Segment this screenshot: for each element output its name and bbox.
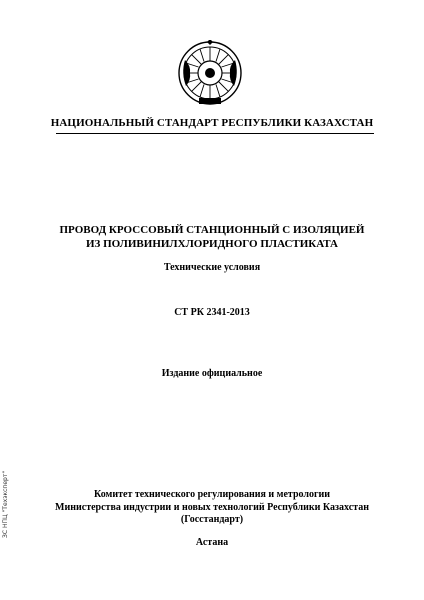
side-watermark: ЗС НПЦ "Техэксперт" (2, 470, 9, 538)
edition-label: Издание официальное (161, 368, 263, 379)
committee-line: Министерства индустрии и новых технологий Республики Казахстан (55, 501, 369, 513)
committee-block (0, 489, 424, 527)
document-title (0, 223, 424, 251)
document-subtitle: Технические условия (163, 262, 261, 273)
header-divider (56, 133, 374, 134)
committee-line: Комитет технического регулирования и метрологии (93, 489, 331, 500)
standard-code: СТ РК 2341-2013 (174, 307, 250, 318)
committee-line: (Госстандарт) (180, 514, 244, 525)
kazakhstan-state-emblem-icon (177, 40, 243, 106)
national-standard-heading: НАЦИОНАЛЬНЫЙ СТАНДАРТ РЕСПУБЛИКИ КАЗАХСТАН (50, 117, 374, 129)
city-label: Астана (195, 537, 229, 548)
document-title-line: ПРОВОД КРОССОВЫЙ СТАНЦИОННЫЙ С ИЗОЛЯЦИЕЙ (59, 224, 365, 236)
document-title-line: ИЗ ПОЛИВИНИЛХЛОРИДНОГО ПЛАСТИКАТА (86, 238, 338, 250)
